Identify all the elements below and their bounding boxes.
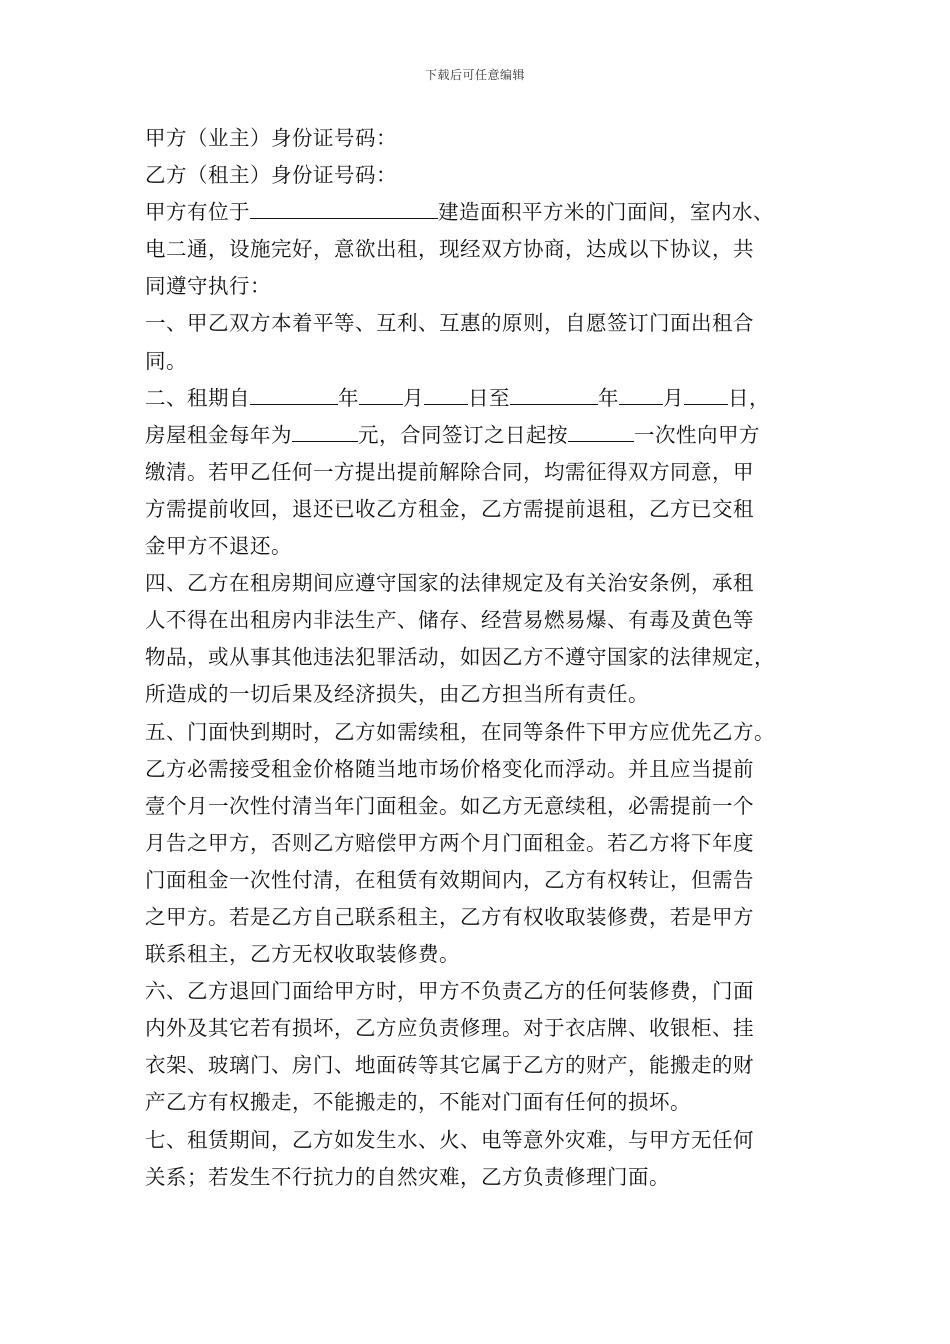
text-segment: 建造面积平方米的门面间，室内水、 [438,200,774,225]
clause-1-line: 一、甲乙双方本着平等、互利、互惠的原则，自愿签订门面出租合 [145,311,754,336]
text-segment: 年 [598,385,619,410]
clause-4-line: 四、乙方在租房期间应遵守国家的法律规定及有关治安条例，承租 [145,571,754,596]
end-month-blank [619,380,663,405]
party-a-id-line: 甲方（业主）身份证号码： [145,126,397,150]
text-segment: 二、租期自 [145,385,250,410]
text-segment: 日至 [468,385,510,410]
text-segment: 元，合同签订之日起按 [358,422,568,447]
text-segment: 甲方有位于 [145,200,250,225]
rent-amount-blank [292,417,358,442]
location-blank [250,194,438,219]
start-day-blank [424,380,468,405]
text-segment: 日， [728,385,770,410]
body-line: 同遵守执行： [145,274,271,299]
clause-5-line: 五、门面快到期时，乙方如需续租，在同等条件下甲方应优先乙方。 [145,719,775,744]
payment-period-blank [568,417,634,442]
header-note: 下载后可任意编辑 [424,68,525,82]
body-line: 同。 [145,348,187,373]
text-segment: 月 [403,385,424,410]
location-line [145,194,835,231]
clause-7-line: 七、租赁期间，乙方如发生水、火、电等意外灾难，与甲方无任何 [145,1127,754,1152]
body-line: 金甲方不退还。 [145,534,292,559]
start-month-blank [359,380,403,405]
body-line: 所造成的一切后果及经济损失，由乙方担当所有责任。 [145,682,649,707]
body-line: 之甲方。若是乙方自己联系租主，乙方有权收取装修费，若是甲方 [145,904,754,929]
body-line: 乙方必需接受租金价格随当地市场价格变化而浮动。并且应当提前 [145,756,754,781]
body-line: 物品，或从事其他违法犯罪活动，如因乙方不遵守国家的法律规定， [145,645,775,670]
body-line: 门面租金一次性付清，在租赁有效期间内，乙方有权转让，但需告 [145,867,754,892]
end-year-blank [510,380,598,405]
rent-amount-line [145,417,835,454]
text-segment: 年 [338,385,359,410]
clause-2-term-line [145,380,835,417]
text-segment: 一次性向甲方 [634,422,760,447]
contract-body [145,120,835,1196]
party-b-id-line: 乙方（租主）身份证号码： [145,163,397,188]
body-line: 内外及其它若有损坏，乙方应负责修理。对于衣店牌、收银柜、挂 [145,1016,754,1041]
body-line: 缴清。若甲乙任何一方提出提前解除合同，均需征得双方同意，甲 [145,459,754,484]
body-line: 月告之甲方，否则乙方赔偿甲方两个月门面租金。若乙方将下年度 [145,830,754,855]
body-line: 人不得在出租房内非法生产、储存、经营易燃易爆、有毒及黄色等 [145,608,754,633]
body-line: 电二通，设施完好，意欲出租，现经双方协商，达成以下协议，共 [145,237,754,262]
body-line: 联系租主，乙方无权收取装修费。 [145,942,460,967]
body-line: 产乙方有权搬走，不能搬走的，不能对门面有任何的损坏。 [145,1090,691,1115]
body-line: 关系；若发生不行抗力的自然灾难，乙方负责修理门面。 [145,1164,670,1189]
body-line: 衣架、玻璃门、房门、地面砖等其它属于乙方的财产，能搬走的财 [145,1053,754,1078]
text-segment: 房屋租金每年为 [145,422,292,447]
body-line: 方需提前收回，退还已收乙方租金，乙方需提前退租，乙方已交租 [145,496,754,521]
text-segment: 月 [663,385,684,410]
body-line: 壹个月一次性付清当年门面租金。如乙方无意续租，必需提前一个 [145,793,754,818]
clause-6-line: 六、乙方退回门面给甲方时，甲方不负责乙方的任何装修费，门面 [145,979,754,1004]
start-year-blank [250,380,338,405]
end-day-blank [684,380,728,405]
